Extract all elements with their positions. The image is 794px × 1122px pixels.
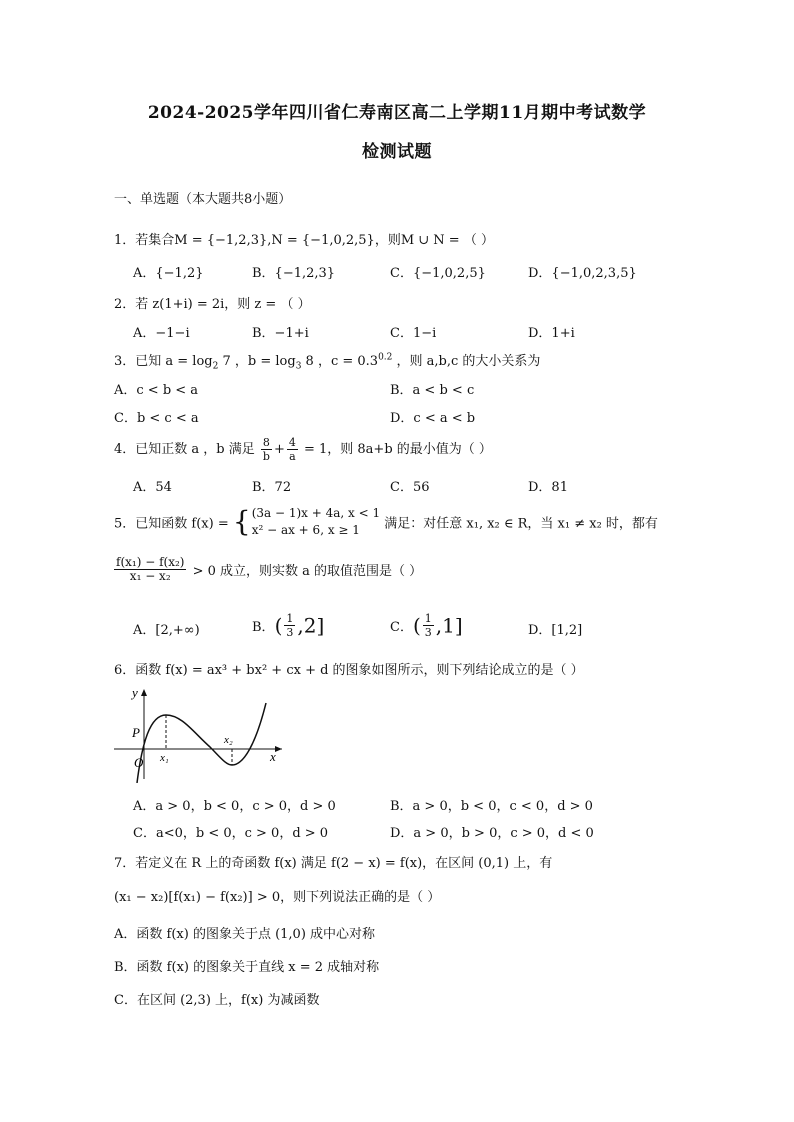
question-1-option-b: B．{−1,2,3} xyxy=(252,266,336,281)
question-2-option-b: B．−1+i xyxy=(252,326,309,341)
question-7-option-c: C．在区间 (2,3) 上，f(x) 为减函数 xyxy=(114,993,320,1008)
question-4-fraction-2 xyxy=(287,436,298,463)
question-5-stem-pre: 5．已知函数 f(x) = xyxy=(114,516,229,532)
open-paren: ( xyxy=(274,613,283,638)
y-label: y xyxy=(132,685,138,700)
x-axis-arrow xyxy=(275,746,282,752)
question-3-option-b: B．a < b < c xyxy=(390,383,475,398)
question-1-option-c: C．{−1,0,2,5} xyxy=(390,266,486,281)
left-brace: { xyxy=(232,505,251,538)
section-heading: 一、单选题（本大题共8小题） xyxy=(114,192,292,207)
question-3-option-a: A．c < b < a xyxy=(114,383,199,398)
question-4-option-b: B．72 xyxy=(252,480,292,495)
question-7-option-a: A．函数 f(x) 的图象关于点 (1,0) 成中心对称 xyxy=(114,927,376,942)
question-1-stem: 1．若集合M = {−1,2,3},N = {−1,0,2,5}，则M ∪ N = （ ） xyxy=(114,233,494,248)
question-7-option-b: B．函数 f(x) 的图象关于直线 x = 2 成轴对称 xyxy=(114,960,380,975)
question-5-stem xyxy=(114,505,658,539)
question-3-option-d: D．c < a < b xyxy=(390,411,476,426)
fraction-numerator: 1 xyxy=(424,612,432,625)
curve xyxy=(137,703,266,783)
question-5-condition xyxy=(114,556,422,583)
question-3-stem-pre: 3．已知 a = log xyxy=(114,354,213,369)
cubic-function-graph xyxy=(110,683,290,783)
open-paren: ( xyxy=(412,613,421,638)
question-5-option-d: D．[1,2] xyxy=(528,623,583,638)
fraction-denominator: 3 xyxy=(424,626,432,639)
question-5-condition-post: > 0 成立，则实数 a 的取值范围是（ ） xyxy=(192,564,423,579)
question-2-option-d: D．1+i xyxy=(528,326,575,341)
option-label: B． xyxy=(252,620,275,635)
question-4-option-c: C．56 xyxy=(390,480,430,495)
question-7-stem-line2: (x₁ − x₂)[f(x₁) − f(x₂)] > 0，则下列说法正确的是（ ） xyxy=(114,890,441,905)
question-3-stem-post: ，则 a,b,c 的大小关系为 xyxy=(392,354,541,369)
question-3-log-base-a: 2 xyxy=(212,361,219,372)
question-5-option-c xyxy=(390,612,463,639)
question-3-exponent-c: 0.2 xyxy=(378,352,393,363)
question-6-option-c: C．a<0，b < 0，c > 0，d > 0 xyxy=(133,826,329,841)
fraction-one-third xyxy=(423,612,434,639)
question-1-option-d: D．{−1,0,2,3,5} xyxy=(528,266,637,281)
y-axis-arrow xyxy=(141,689,147,696)
P-label: P xyxy=(132,725,140,740)
question-4-fraction-1 xyxy=(261,436,272,463)
question-7-stem-line1: 7．若定义在 R 上的奇函数 f(x) 满足 f(2 − x) = f(x)，在区间 (0,1) 上，有 xyxy=(114,856,553,871)
question-4-stem-pre: 4．已知正数 a ，b 满足 xyxy=(114,442,255,457)
case-2: x² − ax + 6, x ≥ 1 xyxy=(251,523,360,537)
question-4-option-a: A．54 xyxy=(133,480,172,495)
fraction-one-third xyxy=(284,612,295,639)
question-2-stem: 2．若 z(1+i) = 2i，则 z = （ ） xyxy=(114,297,311,312)
question-2-option-a: A．−1−i xyxy=(133,326,190,341)
plus-sign: + xyxy=(273,442,285,457)
question-1-option-a: A．{−1,2} xyxy=(133,266,204,281)
question-3-stem-mid1: 7 ，b = log xyxy=(218,354,296,369)
question-6-option-d: D．a > 0，b > 0，c > 0，d < 0 xyxy=(390,826,594,841)
x-label: x xyxy=(270,749,276,764)
fraction-denominator: b xyxy=(262,450,270,463)
question-3-stem-mid2: 8 ，c = 0.3 xyxy=(301,354,379,369)
question-5-option-b xyxy=(252,612,324,639)
fraction-numerator: f(x₁) − f(x₂) xyxy=(116,555,185,569)
question-3-stem xyxy=(114,350,540,372)
question-6-stem: 6．函数 f(x) = ax³ + bx² + cx + d 的图象如图所示，则下列结论成立的是（ ） xyxy=(114,663,584,678)
fraction-numerator: 4 xyxy=(288,436,296,449)
fraction-denominator: x₁ − x₂ xyxy=(129,569,171,583)
option-tail: ,2] xyxy=(297,613,325,638)
option-label: C． xyxy=(390,620,413,635)
fraction-numerator: 8 xyxy=(261,436,272,450)
option-tail: ,1] xyxy=(435,613,463,638)
question-3-option-c: C．b < c < a xyxy=(114,411,199,426)
question-3-log-base-b: 3 xyxy=(295,361,302,372)
question-4-option-d: D．81 xyxy=(528,480,568,495)
exam-title-line1: 2024-2025学年四川省仁寿南区高二上学期11月期中考试数学 xyxy=(147,103,647,123)
question-5-stem-post: 满足：对任意 x₁, x₂ ∈ R，当 x₁ ≠ x₂ 时，都有 xyxy=(384,516,658,532)
exam-title-line2: 检测试题 xyxy=(362,142,432,162)
question-5-option-a: A．[2,+∞) xyxy=(133,623,200,638)
question-4-stem-post: = 1，则 8a+b 的最小值为（ ） xyxy=(303,442,492,457)
O-label: O xyxy=(134,755,144,770)
case-1: (3a − 1)x + 4a, x < 1 xyxy=(251,506,381,520)
fraction-denominator: a xyxy=(289,450,296,463)
difference-quotient xyxy=(114,556,186,583)
question-6-option-a: A．a > 0，b < 0，c > 0，d > 0 xyxy=(133,799,336,814)
question-6-option-b: B．a > 0，b < 0，c < 0，d > 0 xyxy=(390,799,593,814)
fraction-denominator: 3 xyxy=(286,626,294,639)
x1-label: x₁ xyxy=(160,752,169,764)
question-2-option-c: C．1−i xyxy=(390,326,437,341)
x2-label: x₂ xyxy=(224,734,233,746)
piecewise-cases xyxy=(252,505,380,539)
question-4-stem xyxy=(114,436,492,463)
fraction-numerator: 1 xyxy=(286,612,294,625)
